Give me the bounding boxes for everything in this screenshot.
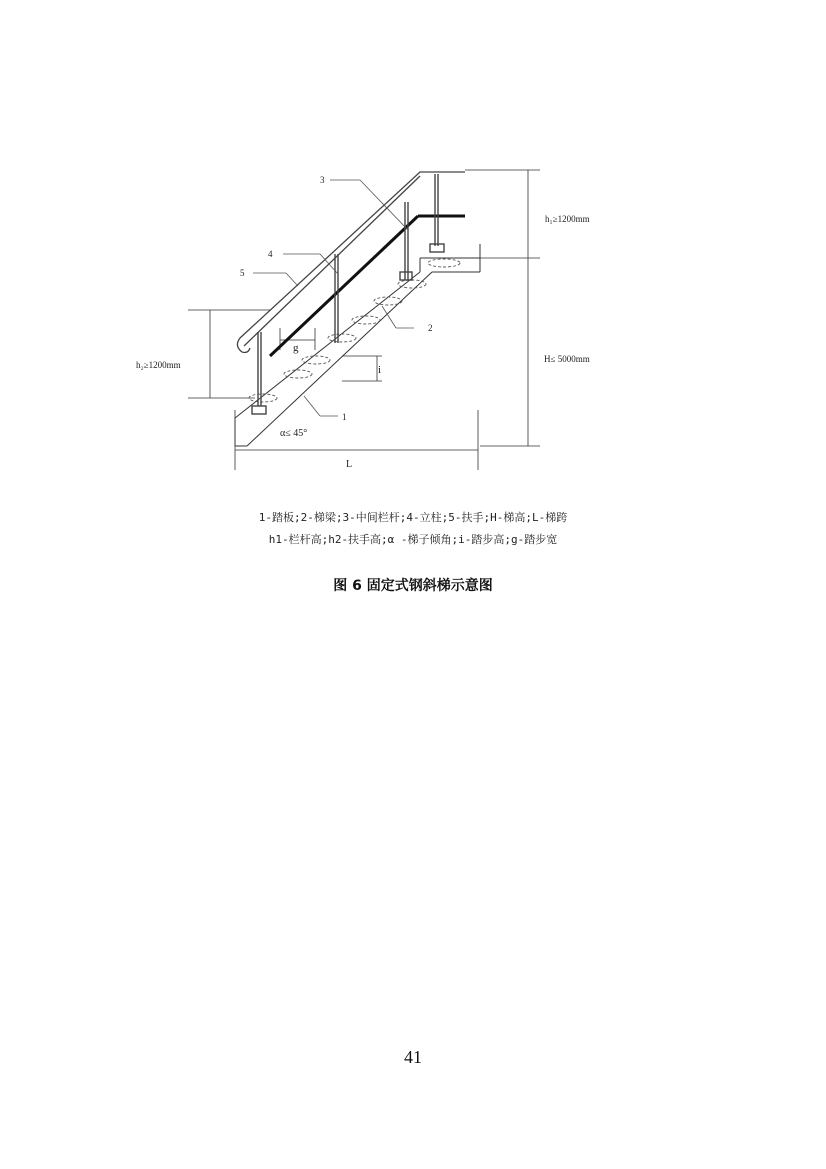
figure-labels xyxy=(136,175,590,470)
label-i: i xyxy=(378,364,382,376)
ladder-diagram xyxy=(120,160,640,480)
page-number: 41 xyxy=(404,1047,422,1067)
dimension-lines xyxy=(188,170,540,470)
leader-lines xyxy=(253,180,414,416)
figure-caption: 图 6 固定式钢斜梯示意图 xyxy=(333,578,493,594)
legend-line-2: h1-栏杆高;h2-扶手高;α -梯子倾角;i-踏步高;g-踏步宽 xyxy=(268,533,558,546)
label-part-1: 1 xyxy=(342,412,347,422)
posts xyxy=(252,174,444,414)
label-g: g xyxy=(293,342,299,354)
middle-rail xyxy=(270,216,465,356)
label-part-2: 2 xyxy=(428,323,433,333)
label-H-dimension: H≤ 5000mm xyxy=(544,354,590,364)
legend-line-1: 1-踏板;2-梯梁;3-中间栏杆;4-立柱;5-扶手;H-梯高;L-梯跨 xyxy=(258,511,568,524)
label-h1-dimension: h₁≥1200mm xyxy=(545,214,590,224)
label-L-dimension: L xyxy=(346,459,353,470)
label-part-4: 4 xyxy=(268,249,273,259)
label-h2-dimension: h₂≥1200mm xyxy=(136,360,181,370)
label-alpha: α≤ 45° xyxy=(280,428,308,439)
label-part-5: 5 xyxy=(240,268,245,278)
label-part-3: 3 xyxy=(320,175,325,185)
